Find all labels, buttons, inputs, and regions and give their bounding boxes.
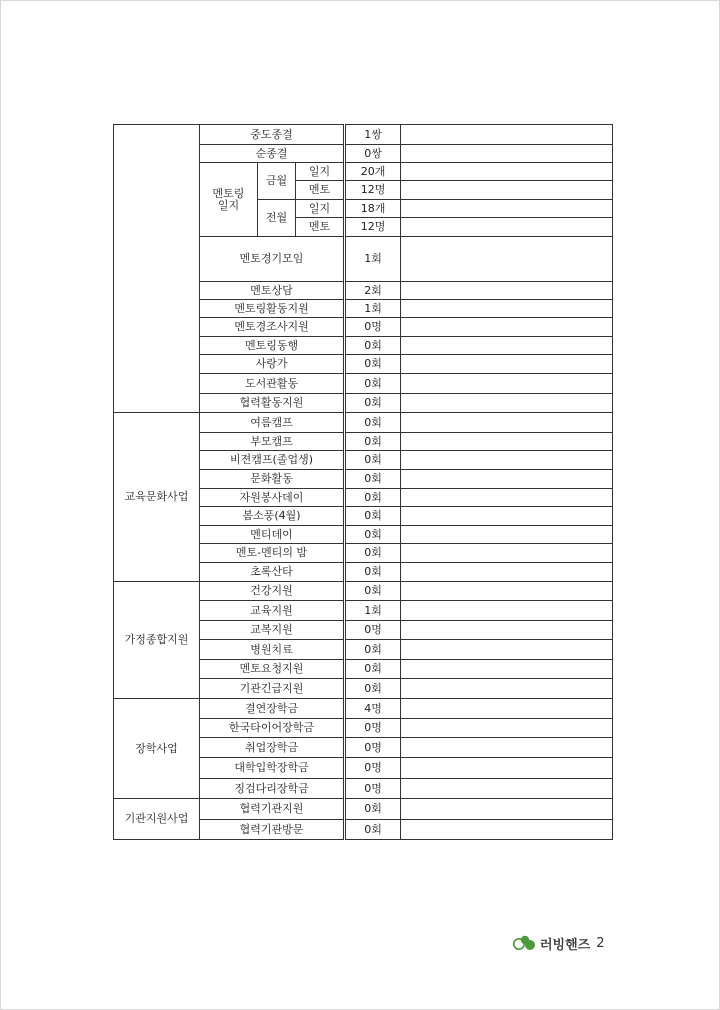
mentoring-log-label: 멘토링 일지 <box>200 163 258 237</box>
section-title: 장학사업 <box>114 699 200 799</box>
item-label: 멘토링활동지원 <box>200 300 345 318</box>
item-count: 0회 <box>345 433 401 451</box>
note-cell <box>401 433 613 451</box>
item-count: 0회 <box>345 507 401 526</box>
item-label: 초록산타 <box>200 563 345 582</box>
table-row <box>114 582 613 601</box>
note-cell <box>401 699 613 719</box>
item-label: 부모캠프 <box>200 433 345 451</box>
note-cell <box>401 719 613 738</box>
item-count: 0회 <box>345 660 401 679</box>
table-row <box>114 413 613 433</box>
note-cell <box>401 145 613 163</box>
item-label: 멘토요청지원 <box>200 660 345 679</box>
note-cell <box>401 355 613 374</box>
table-row <box>114 799 613 820</box>
item-count: 2회 <box>345 282 401 300</box>
item-label: 병원치료 <box>200 640 345 660</box>
section-title: 기관지원사업 <box>114 799 200 840</box>
note-cell <box>401 507 613 526</box>
item-label: 교육지원 <box>200 601 345 621</box>
item-label: 멘토링동행 <box>200 337 345 355</box>
note-cell <box>401 582 613 601</box>
item-label: 여름캠프 <box>200 413 345 433</box>
log-row-count: 12명 <box>345 218 401 237</box>
note-cell <box>401 660 613 679</box>
item-count: 0회 <box>345 582 401 601</box>
item-label: 사랑가 <box>200 355 345 374</box>
note-cell <box>401 163 613 181</box>
item-count: 0회 <box>345 470 401 489</box>
note-cell <box>401 451 613 470</box>
item-label: 비젼캠프(졸업생) <box>200 451 345 470</box>
item-count: 0회 <box>345 355 401 374</box>
item-label: 봄소풍(4월) <box>200 507 345 526</box>
note-cell <box>401 799 613 820</box>
item-label: 자원봉사데이 <box>200 489 345 507</box>
log-row-label: 멘토 <box>296 218 345 237</box>
item-count: 0회 <box>345 413 401 433</box>
item-count: 0회 <box>345 526 401 544</box>
item-label: 협력기관방문 <box>200 820 345 840</box>
footer <box>512 933 605 953</box>
section-title <box>114 125 200 413</box>
note-cell <box>401 738 613 758</box>
item-label: 멘토상담 <box>200 282 345 300</box>
month-label: 금월 <box>258 163 296 200</box>
item-count: 0명 <box>345 621 401 640</box>
log-row-label: 일지 <box>296 200 345 218</box>
log-row-count: 18개 <box>345 200 401 218</box>
log-row-label: 일지 <box>296 163 345 181</box>
log-row-count: 20개 <box>345 163 401 181</box>
section-title: 교육문화사업 <box>114 413 200 582</box>
item-label: 순종결 <box>200 145 345 163</box>
note-cell <box>401 621 613 640</box>
item-label: 징검다리장학금 <box>200 779 345 799</box>
note-cell <box>401 300 613 318</box>
note-cell <box>401 563 613 582</box>
note-cell <box>401 337 613 355</box>
item-count: 1회 <box>345 601 401 621</box>
log-row-count: 12명 <box>345 181 401 200</box>
item-count: 0회 <box>345 374 401 394</box>
note-cell <box>401 758 613 779</box>
item-label: 교복지원 <box>200 621 345 640</box>
item-count: 0회 <box>345 640 401 660</box>
note-cell <box>401 820 613 840</box>
report-table <box>113 124 613 840</box>
note-cell <box>401 526 613 544</box>
note-cell <box>401 413 613 433</box>
item-count: 0회 <box>345 489 401 507</box>
note-cell <box>401 679 613 699</box>
note-cell <box>401 374 613 394</box>
item-count: 0회 <box>345 563 401 582</box>
note-cell <box>401 470 613 489</box>
note-cell <box>401 779 613 799</box>
item-label: 중도종결 <box>200 125 345 145</box>
note-cell <box>401 318 613 337</box>
item-label: 한국타이어장학금 <box>200 719 345 738</box>
item-label: 기관긴급지원 <box>200 679 345 699</box>
item-label: 결연장학금 <box>200 699 345 719</box>
note-cell <box>401 489 613 507</box>
item-label: 대학입학장학금 <box>200 758 345 779</box>
item-count: 4명 <box>345 699 401 719</box>
item-label: 멘티데이 <box>200 526 345 544</box>
item-label: 취업장학금 <box>200 738 345 758</box>
note-cell <box>401 601 613 621</box>
item-count: 0명 <box>345 738 401 758</box>
note-cell <box>401 544 613 563</box>
table-row <box>114 699 613 719</box>
item-count: 0회 <box>345 451 401 470</box>
item-label: 협력활동지원 <box>200 394 345 413</box>
note-cell <box>401 237 613 282</box>
item-count: 0명 <box>345 779 401 799</box>
note-cell <box>401 394 613 413</box>
note-cell <box>401 125 613 145</box>
note-cell <box>401 282 613 300</box>
item-count: 0명 <box>345 758 401 779</box>
item-label: 멘토-멘티의 밤 <box>200 544 345 563</box>
item-label: 문화활동 <box>200 470 345 489</box>
log-row-label: 멘토 <box>296 181 345 200</box>
item-count: 1회 <box>345 300 401 318</box>
loving-hands-logo-icon <box>512 933 538 953</box>
item-label: 협력기관지원 <box>200 799 345 820</box>
item-count: 0회 <box>345 820 401 840</box>
item-count: 0회 <box>345 799 401 820</box>
item-count: 0명 <box>345 719 401 738</box>
item-count: 0회 <box>345 544 401 563</box>
item-label: 건강지원 <box>200 582 345 601</box>
page-number: 2 <box>596 935 605 951</box>
item-count: 0회 <box>345 337 401 355</box>
note-cell <box>401 181 613 200</box>
brand-name: 러빙핸즈 <box>540 937 591 953</box>
item-count: 0회 <box>345 394 401 413</box>
note-cell <box>401 218 613 237</box>
item-count: 0쌍 <box>345 145 401 163</box>
item-label: 멘토경조사지원 <box>200 318 345 337</box>
item-label: 멘토경기모임 <box>200 237 345 282</box>
item-count: 1쌍 <box>345 125 401 145</box>
month-label: 전월 <box>258 200 296 237</box>
item-count: 1회 <box>345 237 401 282</box>
item-count: 0회 <box>345 679 401 699</box>
item-count: 0명 <box>345 318 401 337</box>
section-title: 가정종합지원 <box>114 582 200 699</box>
note-cell <box>401 640 613 660</box>
note-cell <box>401 200 613 218</box>
item-label: 도서관활동 <box>200 374 345 394</box>
table-row <box>114 125 613 145</box>
